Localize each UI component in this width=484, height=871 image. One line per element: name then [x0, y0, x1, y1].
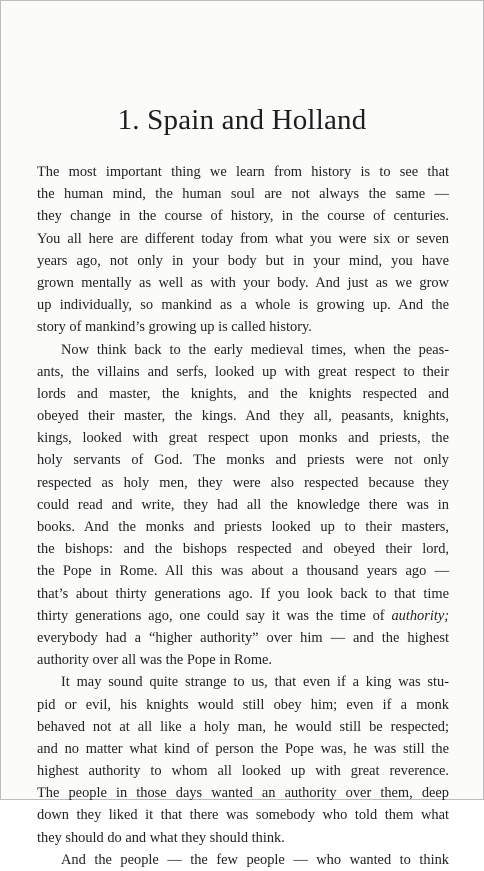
text-line: the Pope in Rome. All this was about a thousand years ago — [37, 563, 449, 580]
text-line: lords and master, the knights, and the knights respected and [37, 385, 449, 402]
text-line: ants, the villains and serfs, looked up with great respect to their [37, 363, 449, 380]
text-line: could read and write, they had all the knowledge there was in [37, 496, 449, 513]
text-line: down they liked it that there was somebody who told them what [37, 807, 449, 824]
paragraph [37, 671, 449, 849]
text-line: highest authority to whom all looked up with great reverence. [37, 763, 449, 780]
text-line: The most important thing we learn from history is to see that [37, 164, 449, 180]
text-line: kings, looked with great respect upon monks and priests, the [37, 430, 449, 447]
text-line: the human mind, the human soul are not always the same — [37, 186, 449, 203]
text-line: authority over all was the Pope in Rome. [37, 652, 273, 669]
text-line: story of mankind’s growing up is called history. [37, 319, 312, 336]
chapter-title: 1. Spain and Holland [117, 104, 367, 136]
paragraph [37, 849, 449, 871]
text-line: And the people — the few people — who wanted to think [61, 851, 449, 868]
text-line: Now think back to the early medieval times, when the peas- [61, 341, 449, 358]
body-text [37, 161, 449, 871]
text-line: pid or evil, his knights would still obey him; even if a monk [37, 696, 449, 713]
paragraph [37, 339, 449, 672]
text-line: thirty generations ago, one could say it was the time of authority; [37, 607, 449, 624]
text-line: everybody had a “higher authority” over him — and the highest [37, 629, 449, 646]
text-line: up individually, so mankind as a whole is growing up. And the [37, 297, 449, 314]
text-line: respected as holy men, they were also respected because they [37, 474, 449, 491]
text-line: The people in those days wanted an authority over them, deep [37, 785, 449, 802]
text-line: holy servants of God. The monks and priests were not only [37, 452, 449, 469]
text-line: obeyed their master, the kings. And they all, peasants, knights, [37, 408, 449, 425]
text-line: It may sound quite strange to us, that even if a king was stu- [61, 674, 449, 691]
text-line: the bishops: and the bishops respected and obeyed their lord, [37, 541, 449, 558]
text-line: You all here are different today from what you were six or seven [37, 230, 449, 247]
paragraph [37, 161, 449, 339]
text-line: years ago, not only in your body but in your mind, you have [37, 252, 449, 269]
text-line: books. And the monks and priests looked up to their masters, [37, 519, 449, 535]
text-line: they should do and what they should think. [37, 829, 285, 846]
emphasis: authority; [391, 607, 449, 624]
text-line: that’s about thirty generations ago. If you look back to that time [37, 585, 449, 602]
text-line: grown mentally as well as with your body. And just as we grow [37, 274, 449, 291]
text-line: behaved not at all like a holy man, he would still be respected; [37, 718, 449, 735]
text-line: and no matter what kind of person the Pope was, he was still the [37, 740, 449, 757]
text-line: they change in the course of history, in the course of centuries. [37, 208, 449, 225]
